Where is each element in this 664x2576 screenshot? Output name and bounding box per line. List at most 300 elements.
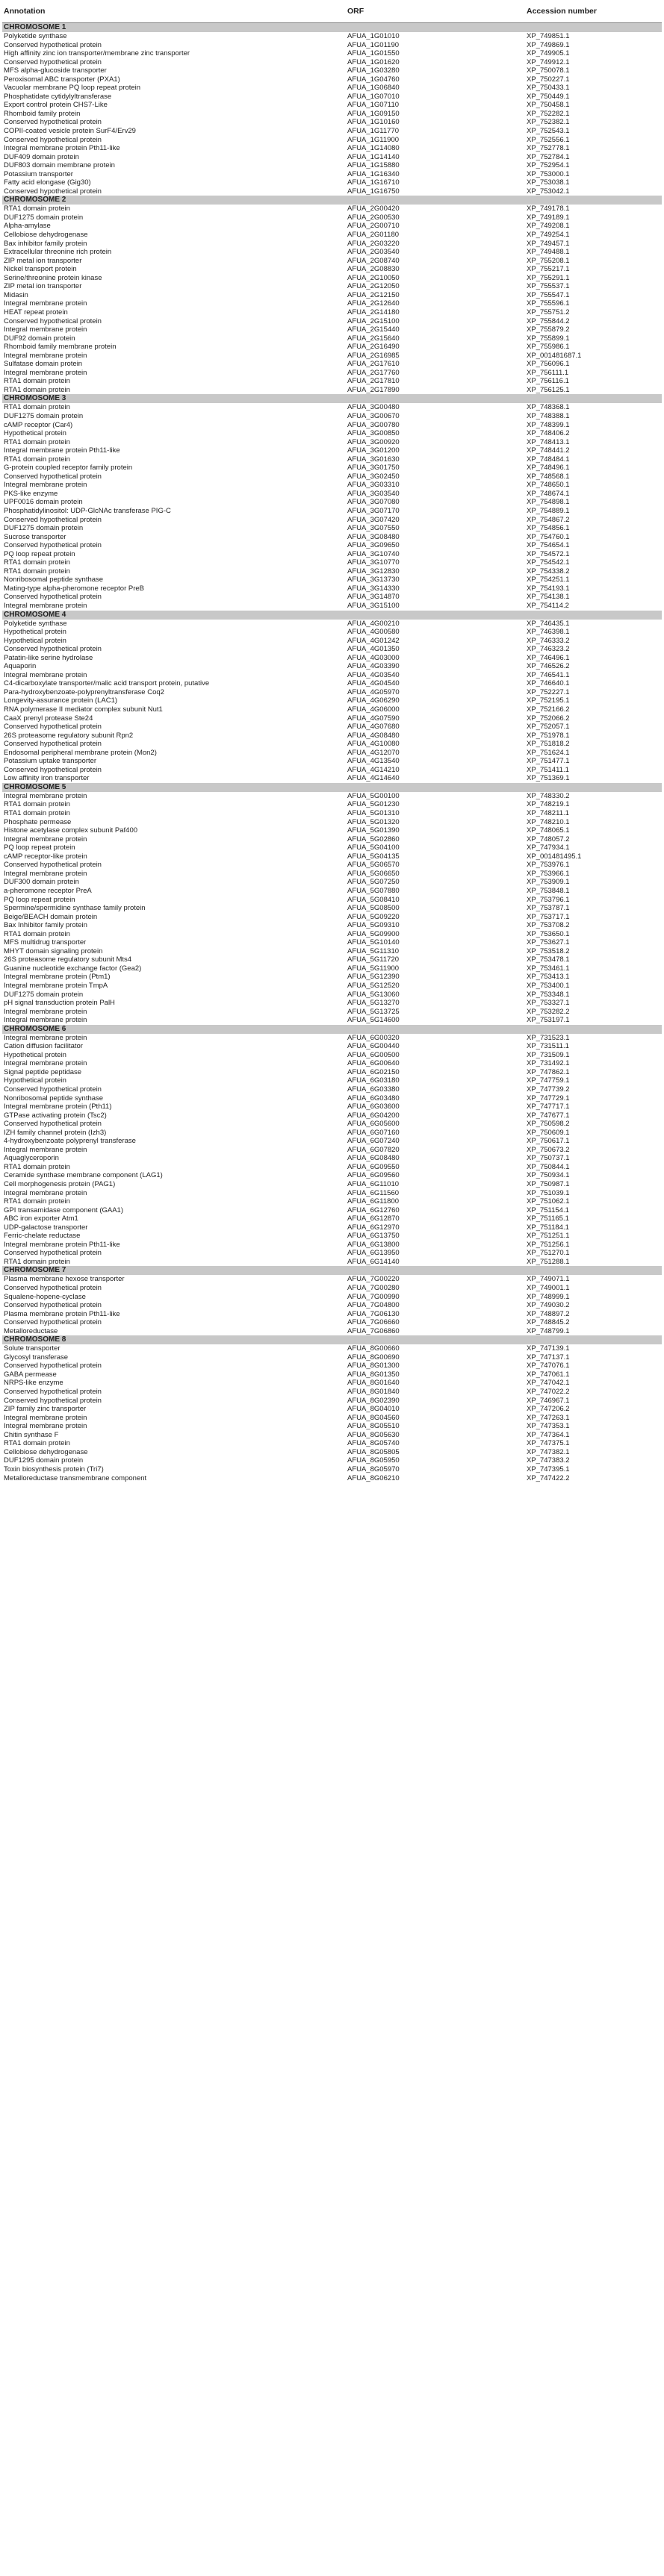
accession-cell: XP_748650.1 (527, 481, 570, 490)
accession-cell: XP_754867.2 (527, 515, 570, 524)
accession-cell: XP_751270.1 (527, 1249, 570, 1258)
table-row (2, 550, 662, 559)
orf-cell: AFUA_3G07420 (347, 515, 400, 524)
annotation-cell: Integral membrane protein (4, 325, 87, 334)
table-row (2, 421, 662, 430)
annotation-cell: MFS multidrug transporter (4, 938, 87, 947)
table-row (2, 75, 662, 84)
annotation-cell: PQ loop repeat protein (4, 843, 75, 852)
annotation-cell: Signal peptide peptidase (4, 1067, 82, 1076)
table-row (2, 490, 662, 499)
accession-cell: XP_749178.1 (527, 205, 570, 213)
accession-cell: XP_751251.1 (527, 1232, 570, 1241)
orf-cell: AFUA_3G15100 (347, 602, 400, 610)
table-row (2, 696, 662, 705)
annotation-cell: cAMP receptor (Car4) (4, 420, 73, 429)
accession-cell: XP_748845.2 (527, 1318, 570, 1327)
annotation-cell: pH signal transduction protein PalH (4, 999, 115, 1008)
table-row (2, 921, 662, 930)
accession-cell: XP_749912.1 (527, 57, 570, 66)
orf-cell: AFUA_8G00690 (347, 1353, 400, 1362)
annotation-cell: Integral membrane protein TmpA (4, 981, 108, 990)
orf-cell: AFUA_8G05740 (347, 1439, 400, 1448)
orf-cell: AFUA_2G00710 (347, 222, 400, 231)
table-row (2, 766, 662, 775)
accession-cell: XP_749208.1 (527, 222, 570, 231)
accession-cell: XP_750737.1 (527, 1154, 570, 1163)
table-row (2, 809, 662, 818)
table-row (2, 947, 662, 956)
annotation-cell: Integral membrane protein (4, 481, 87, 490)
annotation-cell: Alpha-amylase (4, 222, 51, 231)
accession-cell: XP_753627.1 (527, 938, 570, 947)
orf-cell: AFUA_2G03220 (347, 239, 400, 248)
table-row (2, 377, 662, 386)
orf-cell: AFUA_3G08480 (347, 532, 400, 541)
table-row (2, 964, 662, 973)
table-row (2, 1439, 662, 1448)
accession-cell: XP_753518.2 (527, 946, 570, 955)
accession-cell: XP_731511.1 (527, 1042, 569, 1051)
orf-cell: AFUA_2G15640 (347, 334, 400, 343)
annotation-cell: 4-hydroxybenzoate polyprenyl transferase (4, 1137, 136, 1146)
annotation-cell: Conserved hypothetical protein (4, 1362, 102, 1370)
orf-cell: AFUA_8G05510 (347, 1422, 400, 1431)
table-row (2, 507, 662, 516)
annotation-cell: GTPase activating protein (Tsc2) (4, 1111, 107, 1120)
orf-cell: AFUA_4G07590 (347, 714, 400, 723)
accession-cell: XP_750609.1 (527, 1128, 570, 1137)
orf-cell: AFUA_7G06860 (347, 1326, 400, 1335)
table-row (2, 705, 662, 714)
orf-cell: AFUA_2G17810 (347, 377, 400, 386)
orf-cell: AFUA_8G01640 (347, 1379, 400, 1388)
orf-cell: AFUA_4G00210 (347, 619, 400, 628)
annotation-cell: Bax inhibitor family protein (4, 239, 87, 248)
orf-cell: AFUA_6G08480 (347, 1154, 400, 1163)
orf-cell: AFUA_6G14140 (347, 1257, 400, 1266)
annotation-cell: Integral membrane protein (4, 835, 87, 843)
orf-cell: AFUA_6G07820 (347, 1145, 400, 1154)
table-row (2, 671, 662, 680)
annotation-cell: RTA1 domain protein (4, 455, 70, 464)
annotation-cell: Bax Inhibitor family protein (4, 921, 87, 930)
accession-cell: XP_748568.1 (527, 472, 570, 481)
accession-cell: XP_749189.1 (527, 213, 570, 222)
table-row (2, 170, 662, 179)
orf-cell: AFUA_3G03310 (347, 481, 400, 490)
accession-cell: XP_754251.1 (527, 576, 570, 584)
annotation-cell: Aquaporin (4, 662, 37, 671)
accession-cell: XP_749030.2 (527, 1301, 570, 1310)
annotation-cell: Rhomboid family membrane protein (4, 343, 117, 352)
accession-cell: XP_746496.1 (527, 653, 570, 662)
accession-cell: XP_001481687.1 (527, 351, 582, 360)
table-row (2, 240, 662, 249)
table-row (2, 282, 662, 291)
annotation-cell: Ceramide synthase membrane component (LAG1) (4, 1171, 163, 1180)
accession-cell: XP_750433.1 (527, 84, 570, 93)
annotation-cell: Toxin biosynthesis protein (Tri7) (4, 1465, 104, 1473)
annotation-cell: Serine/threonine protein kinase (4, 273, 102, 282)
orf-cell: AFUA_1G01190 (347, 40, 400, 49)
accession-cell: XP_747042.1 (527, 1379, 570, 1388)
accession-cell: XP_751978.1 (527, 731, 570, 740)
table-row (2, 222, 662, 231)
annotation-cell: Endosomal peripheral membrane protein (Mon2) (4, 748, 157, 757)
accession-cell: XP_746640.1 (527, 679, 570, 688)
table-row (2, 991, 662, 999)
accession-cell: XP_755291.1 (527, 273, 570, 282)
orf-cell: AFUA_6G07160 (347, 1128, 400, 1137)
accession-cell: XP_750934.1 (527, 1171, 570, 1180)
accession-cell: XP_753796.1 (527, 895, 570, 904)
annotation-cell: RTA1 domain protein (4, 377, 70, 386)
table-row (2, 1465, 662, 1474)
annotation-cell: Sucrose transporter (4, 532, 66, 541)
annotation-cell: Conserved hypothetical protein (4, 861, 102, 870)
table-row (2, 1206, 662, 1215)
orf-cell: AFUA_6G00440 (347, 1042, 400, 1051)
table-row (2, 1223, 662, 1232)
table-row (2, 161, 662, 170)
table-row (2, 662, 662, 671)
accession-cell: XP_755899.1 (527, 334, 570, 343)
orf-cell: AFUA_5G08500 (347, 904, 400, 913)
orf-cell: AFUA_5G04100 (347, 843, 400, 852)
table-row (2, 257, 662, 266)
chromosome-section-header (2, 1266, 662, 1275)
annotation-cell: Extracellular threonine rich protein (4, 248, 112, 257)
annotation-cell: Integral membrane protein (4, 351, 87, 360)
orf-header: ORF (346, 0, 525, 23)
chromosome-section-header (2, 611, 662, 620)
accession-cell: XP_754114.2 (527, 602, 569, 610)
table-row (2, 144, 662, 153)
annotation-cell: DUF1275 domain protein (4, 990, 84, 999)
annotation-cell: Potassium transporter (4, 169, 73, 178)
annotation-cell: GABA permease (4, 1370, 57, 1379)
section-title: CHROMOSOME 2 (2, 196, 662, 205)
annotation-cell: Conserved hypothetical protein (4, 1284, 102, 1293)
orf-cell: AFUA_1G16710 (347, 178, 400, 187)
annotation-cell: Conserved hypothetical protein (4, 593, 102, 602)
orf-cell: AFUA_5G07880 (347, 886, 400, 895)
orf-cell: AFUA_5G07250 (347, 878, 400, 887)
header-row (2, 0, 662, 23)
table-row (2, 628, 662, 637)
table-row (2, 213, 662, 222)
annotation-table (2, 0, 662, 1482)
annotation-cell: Conserved hypothetical protein (4, 765, 102, 774)
orf-cell: AFUA_2G12640 (347, 299, 400, 308)
accession-cell: XP_747729.1 (527, 1094, 570, 1103)
table-row (2, 1456, 662, 1465)
orf-cell: AFUA_3G07080 (347, 498, 400, 507)
table-row (2, 1120, 662, 1129)
orf-cell: AFUA_3G01750 (347, 464, 400, 473)
table-row (2, 843, 662, 852)
annotation-cell: cAMP receptor-like protein (4, 852, 87, 861)
table-row (2, 178, 662, 187)
orf-cell: AFUA_3G00480 (347, 403, 400, 412)
section-title: CHROMOSOME 7 (2, 1266, 662, 1275)
annotation-cell: Integral membrane protein (4, 1422, 87, 1431)
orf-cell: AFUA_4G14640 (347, 774, 400, 783)
orf-cell: AFUA_4G01242 (347, 636, 400, 645)
annotation-cell: Conserved hypothetical protein (4, 118, 102, 127)
orf-cell: AFUA_1G14080 (347, 144, 400, 153)
accession-cell: XP_753848.1 (527, 886, 570, 895)
table-row (2, 84, 662, 93)
table-row (2, 1379, 662, 1388)
accession-cell: XP_731523.1 (527, 1033, 570, 1042)
table-row (2, 930, 662, 939)
orf-cell: AFUA_1G09150 (347, 109, 400, 118)
accession-cell: XP_756116.1 (527, 377, 569, 386)
accession-cell: XP_754654.1 (527, 541, 570, 550)
table-row (2, 567, 662, 576)
annotation-cell: Hypothetical protein (4, 429, 66, 438)
annotation-cell: UPF0016 domain protein (4, 498, 83, 507)
annotation-cell: GPI transamidase component (GAA1) (4, 1206, 123, 1214)
annotation-cell: 26S proteasome regulatory subunit Mts4 (4, 955, 132, 964)
annotation-cell: Integral membrane protein (4, 1007, 87, 1016)
accession-cell: XP_753976.1 (527, 861, 570, 870)
orf-cell: AFUA_4G07680 (347, 723, 400, 732)
orf-cell: AFUA_8G06210 (347, 1473, 400, 1482)
annotation-cell: Integral membrane protein (4, 670, 87, 679)
accession-cell: XP_756125.1 (527, 385, 570, 394)
orf-cell: AFUA_8G05805 (347, 1447, 400, 1456)
annotation-cell: RTA1 domain protein (4, 929, 70, 938)
accession-cell: XP_754193.1 (527, 584, 570, 593)
orf-cell: AFUA_2G15440 (347, 325, 400, 334)
annotation-cell: Integral membrane protein (4, 299, 87, 308)
accession-cell: XP_746967.1 (527, 1396, 570, 1405)
orf-cell: AFUA_4G00580 (347, 628, 400, 637)
accession-cell: XP_755986.1 (527, 343, 570, 352)
table-row (2, 41, 662, 50)
table-row (2, 1474, 662, 1483)
annotation-cell: RTA1 domain protein (4, 1162, 70, 1171)
table-row (2, 1129, 662, 1138)
annotation-cell: MFS alpha-glucoside transporter (4, 66, 107, 75)
annotation-cell: RNA polymerase II mediator complex subunit Nut1 (4, 705, 163, 714)
annotation-cell: Integral membrane protein (4, 602, 87, 610)
table-row (2, 1094, 662, 1103)
orf-cell: AFUA_6G00640 (347, 1059, 400, 1068)
annotation-cell: RTA1 domain protein (4, 403, 70, 412)
annotation-cell: DUF1275 domain protein (4, 411, 84, 420)
accession-cell: XP_748441.2 (527, 446, 570, 455)
accession-cell: XP_746323.2 (527, 645, 570, 654)
accession-cell: XP_753461.1 (527, 964, 570, 973)
orf-cell: AFUA_4G06290 (347, 696, 400, 705)
table-row (2, 205, 662, 213)
annotation-cell: NRPS-like enzyme (4, 1379, 63, 1388)
table-row (2, 334, 662, 343)
annotation-cell: RTA1 domain protein (4, 800, 70, 809)
orf-cell: AFUA_2G17890 (347, 385, 400, 394)
annotation-cell: Rhomboid family protein (4, 109, 81, 118)
orf-cell: AFUA_7G00220 (347, 1275, 400, 1284)
table-row (2, 1068, 662, 1077)
accession-cell: XP_747395.1 (527, 1465, 570, 1473)
annotation-cell: Cell morphogenesis protein (PAG1) (4, 1180, 116, 1188)
accession-cell: XP_748210.1 (527, 817, 570, 826)
table-row (2, 360, 662, 369)
accession-cell: XP_731509.1 (527, 1050, 570, 1059)
table-row (2, 291, 662, 300)
orf-cell: AFUA_3G00920 (347, 437, 400, 446)
annotation-cell: Guanine nucleotide exchange factor (Gea2) (4, 964, 142, 973)
annotation-cell: Patatin-like serine hydrolase (4, 653, 93, 662)
annotation-cell: a-pheromone receptor PreA (4, 886, 92, 895)
orf-cell: AFUA_1G11770 (347, 127, 400, 136)
orf-cell: AFUA_6G11800 (347, 1197, 400, 1206)
accession-cell: XP_751154.1 (527, 1206, 569, 1214)
accession-cell: XP_747139.1 (527, 1344, 570, 1353)
table-row (2, 369, 662, 378)
table-row (2, 826, 662, 835)
orf-cell: AFUA_2G03540 (347, 248, 400, 257)
annotation-cell: RTA1 domain protein (4, 567, 70, 576)
annotation-cell: Polyketide synthase (4, 619, 67, 628)
annotation-cell: DUF1275 domain protein (4, 213, 84, 222)
table-row (2, 1042, 662, 1051)
table-row (2, 1016, 662, 1025)
orf-cell: AFUA_2G14180 (347, 308, 400, 316)
table-row (2, 1353, 662, 1362)
orf-cell: AFUA_8G05630 (347, 1430, 400, 1439)
orf-cell: AFUA_7G00990 (347, 1292, 400, 1301)
accession-cell: XP_747061.1 (527, 1370, 570, 1379)
table-row (2, 1301, 662, 1310)
annotation-cell: Nonribosomal peptide synthase (4, 576, 104, 584)
accession-cell: XP_753348.1 (527, 990, 570, 999)
accession-cell: XP_751288.1 (527, 1257, 570, 1266)
annotation-cell: RTA1 domain protein (4, 1439, 70, 1448)
annotation-cell: Conserved hypothetical protein (4, 1388, 102, 1397)
table-row (2, 602, 662, 611)
accession-cell: XP_747375.1 (527, 1439, 570, 1448)
accession-cell: XP_748388.1 (527, 411, 570, 420)
accession-cell: XP_748219.1 (527, 800, 570, 809)
table-row (2, 861, 662, 870)
annotation-cell: Integral membrane protein Pth11-like (4, 1240, 120, 1249)
orf-cell: AFUA_3G07170 (347, 506, 400, 515)
annotation-cell: DUF1275 domain protein (4, 524, 84, 533)
accession-cell: XP_747076.1 (527, 1362, 570, 1370)
annotation-cell: Cellobiose dehydrogenase (4, 231, 88, 240)
annotation-cell: Spermine/spermidine synthase family protein (4, 904, 146, 913)
annotation-cell: Nonribosomal peptide synthase (4, 1094, 104, 1103)
orf-cell: AFUA_5G00100 (347, 791, 400, 800)
orf-cell: AFUA_6G04200 (347, 1111, 400, 1120)
annotation-cell: RTA1 domain protein (4, 809, 70, 818)
accession-cell: XP_753042.1 (527, 187, 570, 196)
orf-cell: AFUA_3G10740 (347, 549, 400, 558)
orf-cell: AFUA_6G09550 (347, 1162, 400, 1171)
table-row (2, 352, 662, 361)
orf-cell: AFUA_6G07240 (347, 1137, 400, 1146)
annotation-cell: Hypothetical protein (4, 628, 66, 637)
orf-cell: AFUA_3G00670 (347, 411, 400, 420)
annotation-cell: Polyketide synthase (4, 32, 67, 40)
orf-cell: AFUA_4G13540 (347, 757, 400, 766)
orf-cell: AFUA_4G10080 (347, 740, 400, 749)
accession-cell: XP_747022.2 (527, 1388, 570, 1397)
accession-cell: XP_753909.1 (527, 878, 570, 887)
table-row (2, 1284, 662, 1293)
table-row (2, 1405, 662, 1414)
table-row (2, 248, 662, 257)
accession-cell: XP_747137.1 (527, 1353, 570, 1362)
table-row (2, 524, 662, 533)
accession-cell: XP_755879.2 (527, 325, 570, 334)
accession-cell: XP_748065.1 (527, 826, 570, 835)
table-row (2, 1310, 662, 1319)
table-row (2, 774, 662, 783)
accession-cell: XP_747364.1 (527, 1430, 570, 1439)
orf-cell: AFUA_1G06840 (347, 84, 400, 93)
orf-cell: AFUA_6G11010 (347, 1180, 400, 1188)
table-row (2, 325, 662, 334)
table-row (2, 982, 662, 991)
annotation-cell: Midasin (4, 290, 28, 299)
accession-cell: XP_751062.1 (527, 1197, 570, 1206)
accession-cell: XP_753966.1 (527, 869, 570, 878)
table-row (2, 533, 662, 542)
accession-cell: XP_748406.2 (527, 429, 570, 438)
table-row (2, 999, 662, 1008)
table-row (2, 1388, 662, 1397)
table-row (2, 386, 662, 395)
orf-cell: AFUA_8G05950 (347, 1456, 400, 1465)
annotation-cell: DUF1295 domain protein (4, 1456, 84, 1465)
orf-cell: AFUA_5G12390 (347, 973, 400, 982)
table-row (2, 654, 662, 663)
annotation-cell: Potassium uptake transporter (4, 757, 97, 766)
accession-cell: XP_753650.1 (527, 929, 570, 938)
accession-header: Accession number (525, 0, 662, 23)
accession-cell: XP_753787.1 (527, 904, 570, 913)
table-row (2, 1197, 662, 1206)
accession-cell: XP_749488.1 (527, 248, 570, 257)
accession-cell: XP_750844.1 (527, 1162, 570, 1171)
orf-cell: AFUA_5G01310 (347, 809, 400, 818)
annotation-cell: Nickel transport protein (4, 265, 77, 274)
annotation-cell: PQ loop repeat protein (4, 895, 75, 904)
annotation-cell: Solute transporter (4, 1344, 60, 1353)
annotation-cell: CaaX prenyl protease Ste24 (4, 714, 93, 723)
orf-cell: AFUA_8G05970 (347, 1465, 400, 1473)
table-row (2, 973, 662, 982)
table-row (2, 1232, 662, 1241)
orf-cell: AFUA_7G06660 (347, 1318, 400, 1327)
orf-cell: AFUA_6G02150 (347, 1067, 400, 1076)
orf-cell: AFUA_3G14870 (347, 593, 400, 602)
accession-cell: XP_748057.2 (527, 835, 570, 843)
accession-cell: XP_749001.1 (527, 1284, 570, 1293)
table-row (2, 904, 662, 913)
accession-cell: XP_752778.1 (527, 144, 570, 153)
accession-cell: XP_748484.1 (527, 455, 570, 464)
annotation-cell: Integral membrane protein (4, 1016, 87, 1025)
table-row (2, 1275, 662, 1284)
orf-cell: AFUA_5G11310 (347, 946, 400, 955)
